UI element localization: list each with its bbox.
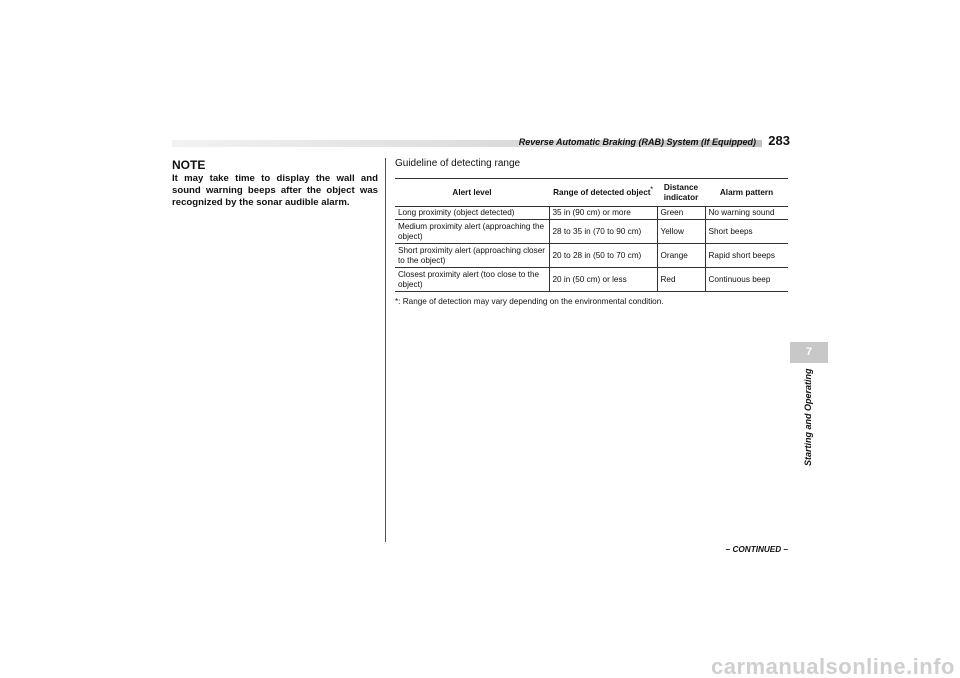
cell-range: 35 in (90 cm) or more [549,207,657,220]
cell-indicator: Yellow [657,220,705,244]
cell-alert-level: Short proximity alert (approaching closer to the object) [395,244,549,268]
note-section [172,158,378,209]
cell-range: 28 to 35 in (70 to 90 cm) [549,220,657,244]
cell-alarm: Short beeps [705,220,788,244]
cell-alert-level: Closest proximity alert (too close to the object) [395,268,549,292]
header-indicator: Distance indicator [657,179,705,207]
table-row [395,268,788,292]
cell-alarm: No warning sound [705,207,788,220]
header-range [549,179,657,207]
table-row [395,244,788,268]
continued-marker: – CONTINUED – [725,545,788,554]
site-watermark: carmanualsonline.info [711,654,955,678]
detecting-range-table [395,178,788,292]
table-row [395,220,788,244]
header-alarm: Alarm pattern [705,179,788,207]
header-alert-level: Alert level [395,179,549,207]
cell-alarm: Rapid short beeps [705,244,788,268]
header-range-label: Range of detected object [553,187,651,197]
cell-range: 20 to 28 in (50 to 70 cm) [549,244,657,268]
cell-indicator: Orange [657,244,705,268]
chapter-title-vertical [797,368,819,466]
cell-range: 20 in (50 cm) or less [549,268,657,292]
note-heading: NOTE [172,158,206,172]
cell-indicator: Red [657,268,705,292]
cell-alert-level: Medium proximity alert (approaching the object) [395,220,549,244]
chapter-title: Starting and Operating [803,368,813,466]
cell-indicator: Green [657,207,705,220]
footnote-mark: * [650,186,653,193]
table-footnote: *: Range of detection may vary depending on the environmental condition. [395,297,664,306]
column-divider [385,158,386,542]
guideline-section [395,158,788,307]
table-header-row [395,179,788,207]
section-heading: Guideline of detecting range [395,158,521,169]
cell-alert-level: Long proximity (object detected) [395,207,549,220]
chapter-number-tab: 7 [790,342,828,363]
page-number: 283 [768,133,790,148]
cell-alarm: Continuous beep [705,268,788,292]
table-row [395,207,788,220]
running-header-title: Reverse Automatic Braking (RAB) System (If Equipped) [518,137,756,147]
note-text: It may take time to display the wall and sound warning beeps after the object was recognized by the sonar audible alarm. [172,173,378,208]
